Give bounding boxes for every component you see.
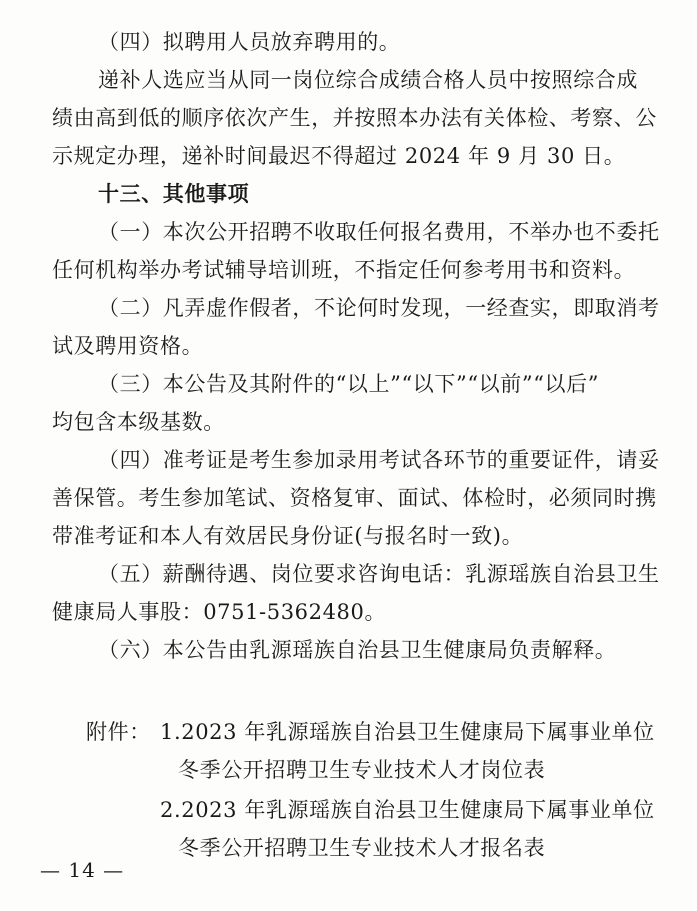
item-one-line-1: （一）本次公开招聘不收取任何报名费用，不举办也不委托 <box>98 220 660 244</box>
item-six-line-1: （六）本公告由乳源瑶族自治县卫生健康局负责解释。 <box>98 638 617 662</box>
item-three-line-1: （三）本公告及其附件的“以上”“以下”“以前”“以后” <box>98 372 600 396</box>
attachments-label: 附件： <box>86 720 151 744</box>
item-three-line-2: 均包含本级基数。 <box>52 410 225 434</box>
attachment-2-line-2: 冬季公开招聘卫生专业技术人才报名表 <box>178 836 546 860</box>
attachment-1-line-1: 1.2023 年乳源瑶族自治县卫生健康局下属事业单位 <box>160 720 655 744</box>
paragraph-substitution-line-1: 递补人选应当从同一岗位综合成绩合格人员中按照综合成 <box>98 68 638 92</box>
item-two-line-1: （二）凡弄虚作假者，不论何时发现，一经查实，即取消考 <box>98 296 660 320</box>
item-four-line-3: 带准考证和本人有效居民身份证(与报名时一致)。 <box>52 524 524 548</box>
item-two-line-2: 试及聘用资格。 <box>52 334 204 358</box>
section-heading: 十三、其他事项 <box>98 181 250 206</box>
page-number: — 14 — <box>40 858 125 882</box>
paragraph-substitution-line-2: 绩由高到低的顺序依次产生，并按照本办法有关体检、考察、公 <box>52 106 657 130</box>
item-four-line-2: 善保管。考生参加笔试、资格复审、面试、体检时，必须同时携 <box>52 486 657 510</box>
attachment-2-line-1: 2.2023 年乳源瑶族自治县卫生健康局下属事业单位 <box>160 798 655 822</box>
paragraph-withdrawal: （四）拟聘用人员放弃聘用的。 <box>98 30 401 54</box>
item-five-line-1: （五）薪酬待遇、岗位要求咨询电话：乳源瑶族自治县卫生 <box>98 562 660 586</box>
item-five-line-2: 健康局人事股：0751-5362480。 <box>52 600 387 624</box>
attachment-1-line-2: 冬季公开招聘卫生专业技术人才岗位表 <box>178 758 546 782</box>
item-one-line-2: 任何机构举办考试辅导培训班，不指定任何参考用书和资料。 <box>52 258 636 282</box>
paragraph-substitution-line-3: 示规定办理，递补时间最迟不得超过 2024 年 9 月 30 日。 <box>52 144 626 168</box>
item-four-line-1: （四）准考证是考生参加录用考试各环节的重要证件，请妥 <box>98 448 660 472</box>
